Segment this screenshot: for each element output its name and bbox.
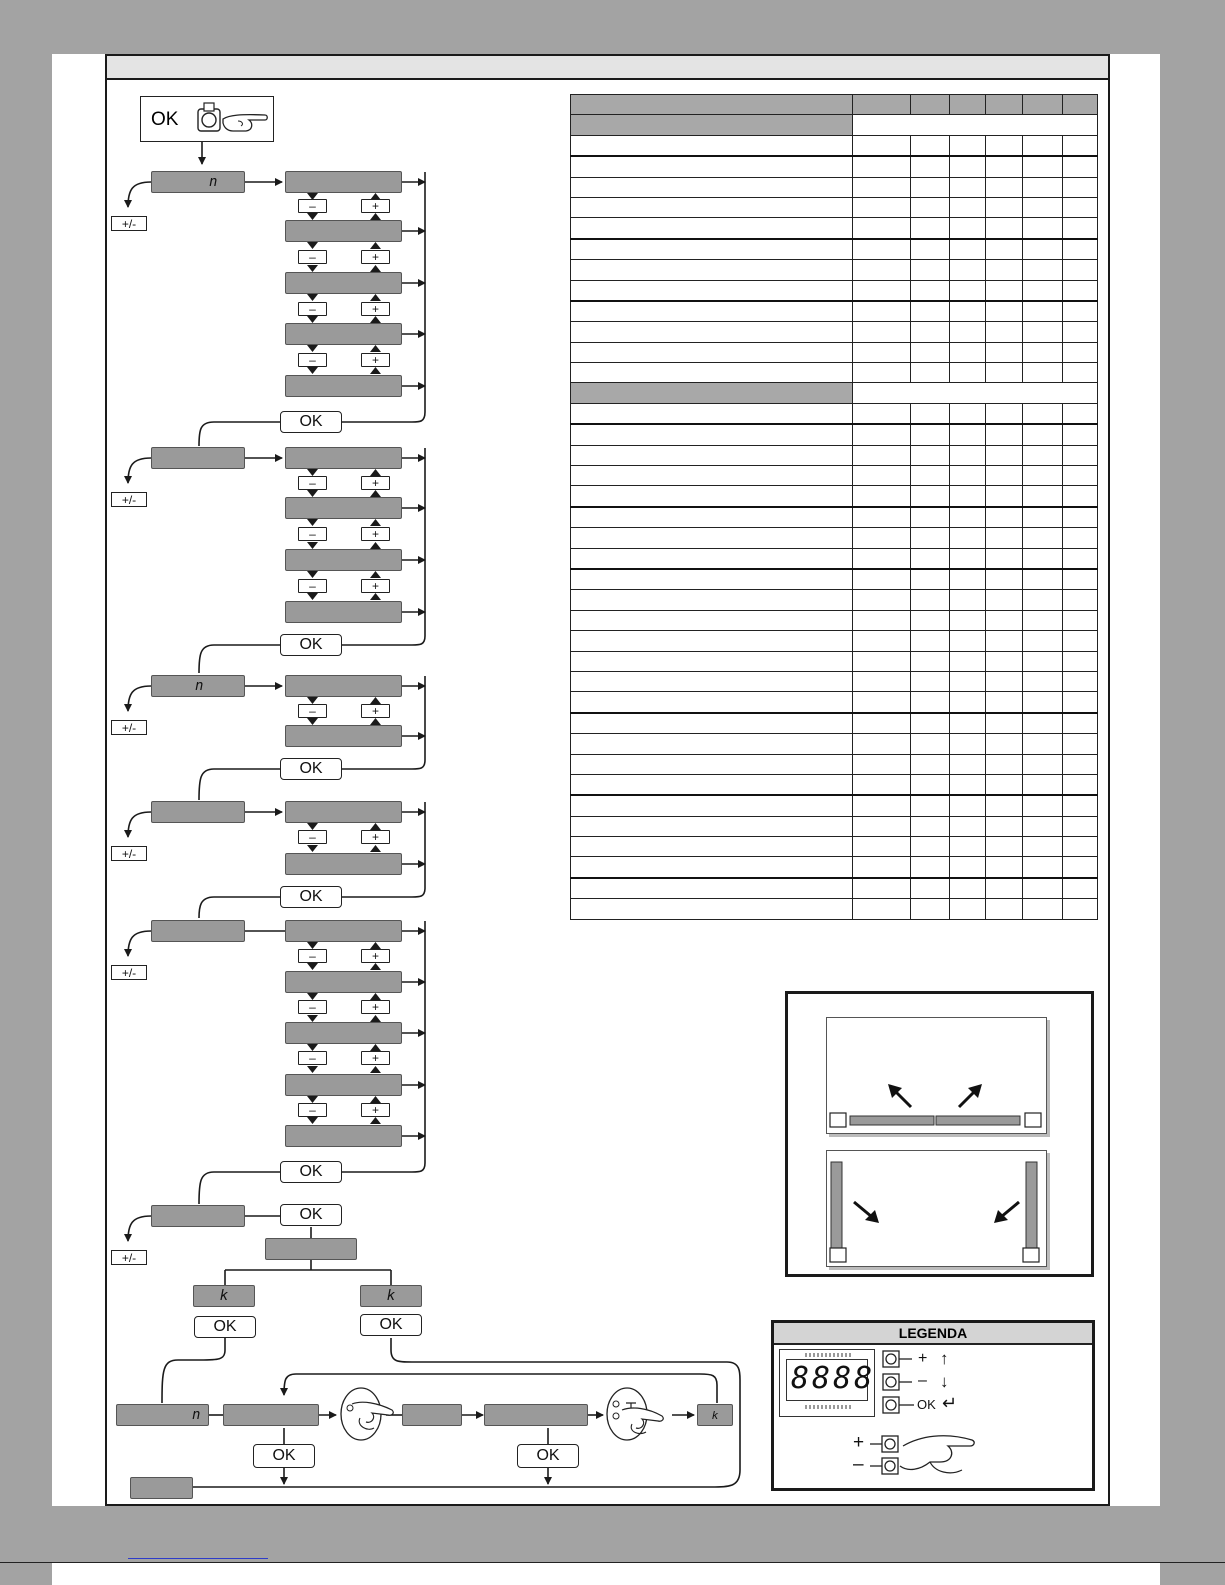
- ok-button[interactable]: OK: [280, 634, 342, 656]
- plus-button[interactable]: +: [361, 353, 390, 367]
- ok-button[interactable]: OK: [280, 1161, 342, 1183]
- minus-button[interactable]: –: [298, 527, 327, 541]
- plus-button[interactable]: +: [361, 1103, 390, 1117]
- plus-button[interactable]: +: [361, 1051, 390, 1065]
- finger-press-icon: [900, 1436, 974, 1470]
- plus-button[interactable]: +: [361, 476, 390, 490]
- minus-button[interactable]: –: [298, 1000, 327, 1014]
- minus-button[interactable]: –: [298, 353, 327, 367]
- minus-button[interactable]: –: [298, 949, 327, 963]
- minus-button[interactable]: –: [298, 1051, 327, 1065]
- ok-button[interactable]: OK: [280, 758, 342, 780]
- plus-button[interactable]: +: [361, 199, 390, 213]
- plus-button[interactable]: +: [361, 704, 390, 718]
- lcd-glyph: n: [192, 1407, 201, 1423]
- legend-title: LEGENDA: [774, 1323, 1092, 1345]
- ok-button-learn-2[interactable]: OK: [517, 1444, 579, 1468]
- arrow-up-icon: ↑: [940, 1349, 949, 1368]
- minus-button[interactable]: –: [298, 199, 327, 213]
- ok-button[interactable]: OK: [280, 411, 342, 433]
- start-ok-label: OK: [151, 109, 179, 130]
- plus-button[interactable]: +: [361, 1000, 390, 1014]
- arrow-down-icon: ↓: [940, 1372, 949, 1391]
- plus-minus-key[interactable]: +/-: [111, 216, 147, 231]
- legend-minus-label: –: [918, 1372, 927, 1389]
- ok-button-learn-1[interactable]: OK: [253, 1444, 315, 1468]
- minus-button[interactable]: –: [298, 476, 327, 490]
- plus-minus-key[interactable]: +/-: [111, 492, 147, 507]
- plus-button[interactable]: +: [361, 250, 390, 264]
- plus-button[interactable]: +: [361, 579, 390, 593]
- minus-button[interactable]: –: [298, 579, 327, 593]
- lcd-glyph: n: [209, 174, 218, 190]
- ok-button-left-branch[interactable]: OK: [194, 1316, 256, 1338]
- enter-arrow-icon: ↵: [942, 1393, 958, 1413]
- ok-button[interactable]: OK: [280, 886, 342, 908]
- plus-minus-key[interactable]: +/-: [111, 846, 147, 861]
- k-glyph: k: [386, 1288, 396, 1304]
- minus-button[interactable]: –: [298, 302, 327, 316]
- plus-minus-key[interactable]: +/-: [111, 720, 147, 735]
- plus-button[interactable]: +: [361, 949, 390, 963]
- minus-button[interactable]: –: [298, 830, 327, 844]
- minus-button[interactable]: –: [298, 250, 327, 264]
- ok-button-right-branch[interactable]: OK: [360, 1314, 422, 1336]
- press-plus-label: +: [853, 1432, 865, 1453]
- plus-minus-key[interactable]: +/-: [111, 965, 147, 980]
- minus-button[interactable]: –: [298, 704, 327, 718]
- plus-button[interactable]: +: [361, 527, 390, 541]
- legend-ok-label: OK: [917, 1397, 936, 1412]
- legend-plus-label: +: [918, 1350, 928, 1367]
- lcd-glyph: n: [195, 678, 204, 694]
- plus-button[interactable]: +: [361, 830, 390, 844]
- minus-button[interactable]: –: [298, 1103, 327, 1117]
- press-minus-label: –: [853, 1454, 864, 1475]
- plus-minus-key[interactable]: +/-: [111, 1250, 147, 1265]
- k-glyph: k: [219, 1288, 229, 1304]
- k-glyph: k: [711, 1408, 719, 1422]
- ok-button[interactable]: OK: [280, 1204, 342, 1226]
- plus-button[interactable]: +: [361, 302, 390, 316]
- display-digits: 8888: [791, 1361, 876, 1396]
